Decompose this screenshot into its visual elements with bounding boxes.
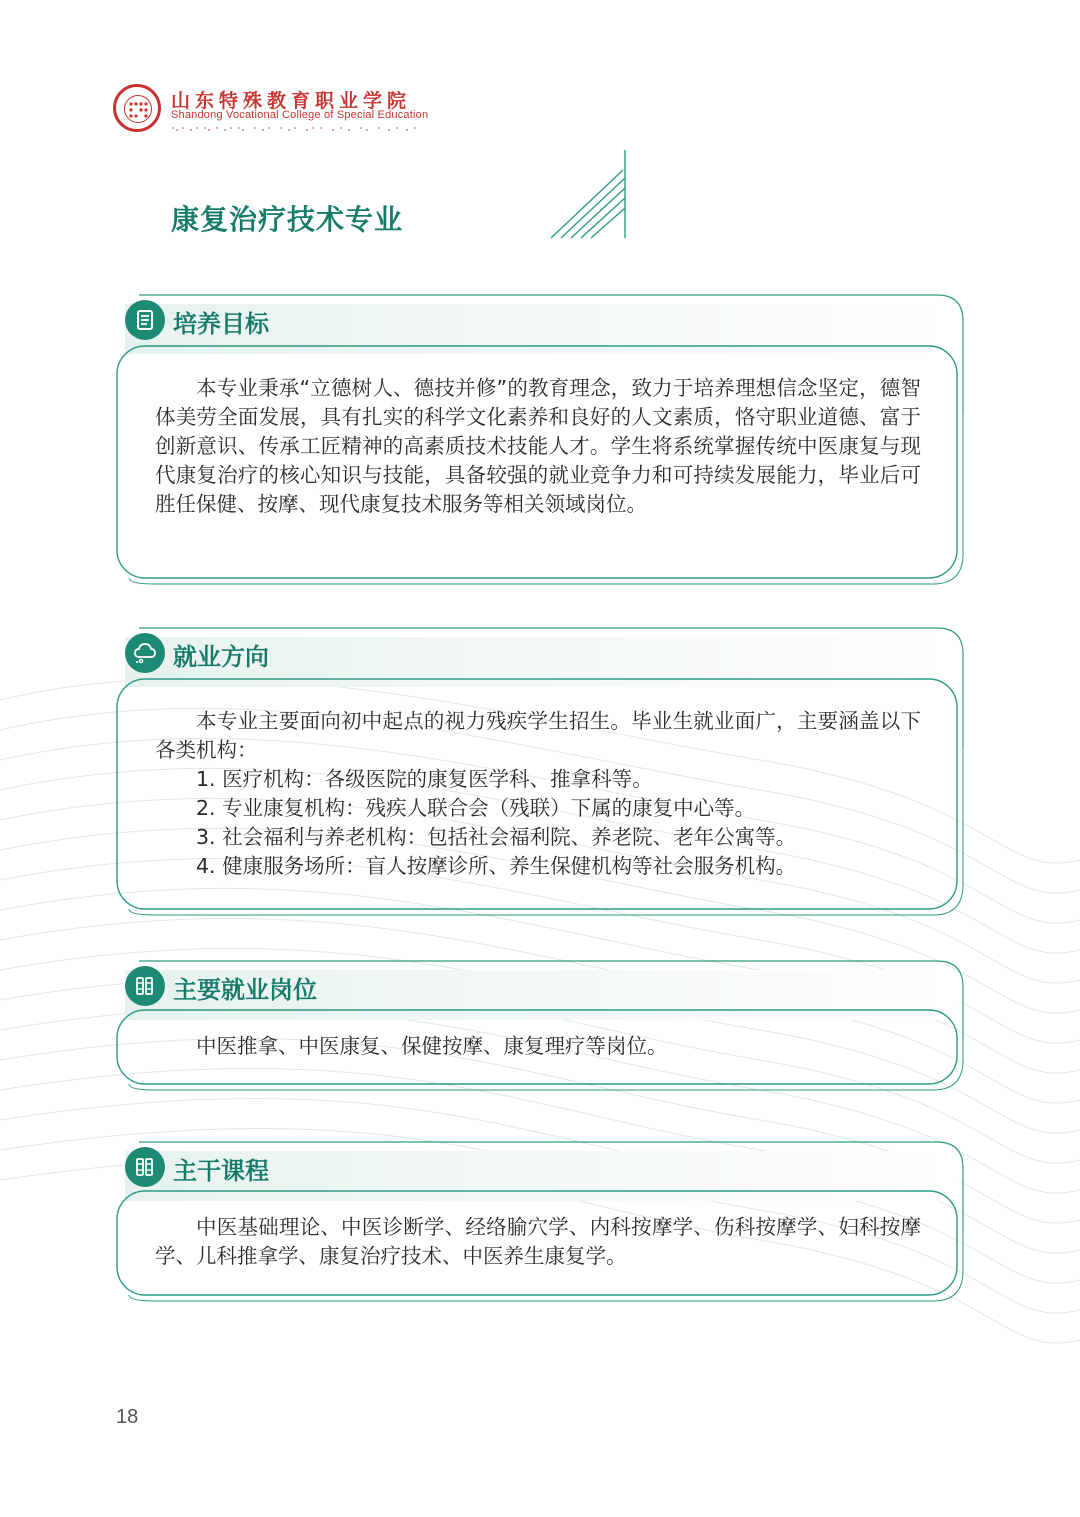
- section-core-courses: [115, 1141, 965, 1303]
- employment-intro: 本专业主要面向初中起点的视力残疾学生招生。毕业生就业面广，主要涵盖以下各类机构：: [155, 709, 921, 762]
- page-number: 18: [116, 1406, 139, 1428]
- goal-paragraph: 本专业秉承“立德树人、德技并修”的教育理念，致力于培养理想信念坚定，德智体美劳全面发展，具有扎实的科学文化素养和良好的人文素质，恪守职业道德、富于创新意识、传承工匠精神的高素质技术技能人才。学生将系统掌握传统中医康复与现代康复治疗的核心知识与技能，具备较强的就业竞争力和可持续发展能力，毕业后可胜任保健、按摩、现代康复技术服务等相关领域岗位。: [155, 376, 921, 516]
- school-seal-icon: [113, 84, 161, 132]
- list-item: 3. 社会福利与养老机构：包括社会福利院、养老院、老年公寓等。: [196, 825, 797, 849]
- braille-dots-icon: [128, 101, 148, 119]
- school-name-en: Shandong Vocational College of Special Education: [171, 109, 429, 121]
- books-icon: [125, 966, 165, 1006]
- school-logo: [113, 84, 433, 140]
- cloud-icon: [125, 633, 165, 673]
- section-training-goal: [115, 294, 965, 586]
- section-main-positions: [115, 960, 965, 1092]
- section-employment-direction: [115, 627, 965, 917]
- section-title: 主干课程: [173, 1157, 269, 1185]
- positions-paragraph: 中医推拿、中医康复、保健按摩、康复理疗等岗位。: [196, 1034, 668, 1058]
- section-body: [155, 707, 921, 881]
- braille-strip: [171, 126, 421, 132]
- document-icon: [125, 300, 165, 340]
- section-body: [155, 1032, 921, 1061]
- list-item: 4. 健康服务场所：盲人按摩诊所、养生保健机构等社会服务机构。: [196, 854, 797, 878]
- books-icon: [125, 1147, 165, 1187]
- major-title: 康复治疗技术专业: [171, 203, 404, 236]
- list-item: 1. 医疗机构：各级医院的康复医学科、推拿科等。: [196, 767, 653, 791]
- section-title: 就业方向: [173, 643, 269, 671]
- section-body: [155, 374, 921, 519]
- school-name-cn: 山东特殊教育职业学院: [171, 90, 412, 112]
- courses-paragraph: 中医基础理论、中医诊断学、经络腧穴学、内科按摩学、伤科按摩学、妇科按摩学、儿科推拿学、康复治疗技术、中医养生康复学。: [155, 1215, 921, 1268]
- section-title: 培养目标: [173, 310, 269, 338]
- list-item: 2. 专业康复机构：残疾人联合会（残联）下属的康复中心等。: [196, 796, 756, 820]
- major-title-banner: [115, 150, 635, 245]
- section-body: [155, 1213, 921, 1271]
- section-title: 主要就业岗位: [173, 976, 317, 1004]
